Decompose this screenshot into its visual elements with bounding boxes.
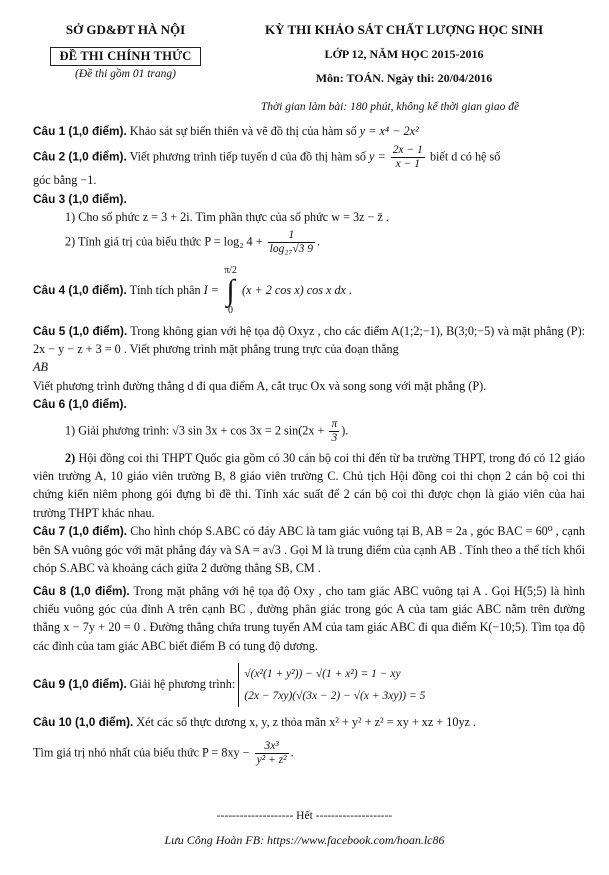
question-text-tail2: góc bằng −1. (33, 173, 97, 188)
fraction-denominator: x − 1 (395, 158, 421, 171)
equation-2: (2x − 7xy)(√(3x − 2) − √(x + 3xy)) = 5 (244, 690, 426, 703)
integral-icon: ∫ (226, 273, 235, 307)
integral-sign (224, 266, 237, 316)
question-5 (33, 322, 585, 396)
question-1 (33, 122, 585, 140)
question-3 (33, 190, 585, 208)
question-text: 2) Tính giá trị của biểu thức P = log₂ 4 + (65, 233, 263, 248)
question-label: Câu 10 (1,0 điểm). (33, 715, 134, 730)
punctuation: ). (341, 422, 349, 437)
page-count-note: (Đề thi gồm 01 trang) (75, 68, 176, 80)
question-text-line-3: AB (33, 360, 48, 375)
question-2 (33, 144, 585, 189)
fraction-denominator: 3 (331, 431, 338, 444)
question-text-line-4: Viết phương trình đường thẳng d đi qua điểm A, cắt trục Ox và song song với mặt phẳng (P). (33, 378, 487, 393)
end-marker: -------------------- Hết -------------------- (216, 810, 393, 822)
time-allowed: Thời gian làm bài: 180 phút, không kể thời gian giao đề (260, 101, 520, 113)
official-exam-box: ĐỀ THI CHÍNH THỨC (50, 47, 200, 66)
fraction-numerator: 1 (268, 229, 315, 243)
question-text: Viết phương trình tiếp tuyến d của đồ thị hàm số (129, 149, 366, 164)
fraction-numerator: π (331, 417, 338, 430)
question-4 (33, 266, 585, 316)
header-left (38, 22, 213, 80)
header-right (228, 22, 580, 86)
math-expression: I = (203, 282, 220, 297)
fraction (391, 144, 425, 171)
question-8 (33, 582, 585, 656)
equation-1: √(x²(1 + y²)) − √(1 + x²) = 1 − xy (244, 668, 401, 681)
question-label: Câu 5 (1,0 điểm). (33, 323, 128, 338)
question-text-line-1: Trong không gian với hệ tọa độ Oxyz , cho các điểm A(1;2;−1), B(3;0;−5) và (130, 323, 510, 338)
fraction (329, 418, 339, 445)
fraction (268, 229, 315, 256)
question-text: Giải hệ phương trình: (129, 676, 236, 691)
subject-date: Môn: TOÁN. Ngày thi: 20/04/2016 (315, 71, 493, 85)
question-text-tail: biết d có hệ số (429, 149, 501, 164)
question-label: Câu 2 (1,0 điểm). (33, 149, 127, 164)
question-3-part-1: 1) Cho số phức z = 3 + 2i. Tìm phần thực của số phức w = 3z − z̄ . (65, 210, 389, 225)
author-credit: Lưu Công Hoàn FB: https://www.facebook.com/hoan.lc86 (164, 833, 445, 847)
equation-system (238, 663, 425, 707)
question-text: 1) Giải phương trình: √3 sin 3x + cos 3x = 2 sin(2x + (65, 422, 325, 437)
question-text: Cho hình chóp S.ABC có đáy ABC là tam giác vuông tại B, AB = 2a , góc BAC = 60⁰ , cạnh bên SA vuông góc với mặt phẳng đáy và SA = a√3 . Gọi M là trung điểm của cạnh AB . Tính theo a thể tích khối chóp S.ABC và khoảng cách giữa 2 đường thẳng SB, CM . (33, 524, 586, 576)
fraction-numerator: 3x³ (255, 740, 289, 754)
math-expression: y = x⁴ − 2x² (359, 124, 419, 138)
question-7 (33, 522, 585, 577)
question-text: Tính tích phân (129, 282, 201, 297)
integrand: (x + 2 cos x) cos x dx . (241, 282, 353, 297)
question-10-line-2 (33, 740, 585, 767)
question-10 (33, 713, 585, 731)
fraction-denominator: y² + z² (256, 753, 287, 766)
fraction-numerator: 2x − 1 (392, 144, 423, 157)
question-3-part-2 (33, 229, 585, 256)
fraction (255, 740, 289, 767)
question-6-part-1 (33, 418, 585, 445)
question-6-part-2 (33, 449, 585, 523)
exam-title: KỲ THI KHẢO SÁT CHẤT LƯỢNG HỌC SINH (265, 22, 543, 37)
question-text-line-1: Xét các số thực dương x, y, z thỏa mãn x² + y² + z² = xy + xz + 10yz . (136, 715, 477, 730)
question-label: Câu 3 (1,0 điểm). (33, 191, 127, 206)
question-label: Câu 6 (1,0 điểm). (33, 397, 127, 412)
question-label: Câu 8 (1,0 điểm). (33, 583, 130, 598)
punctuation: . (317, 233, 321, 248)
department-name: SỞ GD&ĐT HÀ NỘI (65, 22, 186, 37)
question-9 (33, 663, 585, 707)
integral-lower-bound: 0 (228, 304, 233, 316)
math-expression: y = (369, 149, 386, 164)
question-text: Khảo sát sự biến thiên và vẽ đồ thị của hàm số (129, 124, 357, 138)
grade-year: LỚP 12, NĂM HỌC 2015-2016 (324, 47, 484, 61)
question-label: Câu 1 (1,0 điểm). (33, 124, 127, 138)
question-text: Hội đồng coi thi THPT Quốc gia gồm có 30 cán bộ coi thi đến từ ba trường THPT, trong đó có 12 giáo viên trường A, 10 giáo viên trường B, 8 giáo viên trường C. Chủ tịch Hội đồng coi thi chọn 2 cán bộ coi thi chứng kiến niêm phong gói đựng bì đề thi. Tính xác suất để 2 cán bộ coi thi được chọn là giáo viên của hai trường THPT khác nhau. (33, 450, 586, 520)
integral-upper-bound: π/2 (224, 264, 237, 276)
question-text: Trong mặt phẳng với hệ tọa độ Oxy , cho tam giác ABC vuông tại A . Gọi H(5;5) là hình chiếu vuông góc của đỉnh A trên cạnh BC , đường phân giác trong góc A của tam giác ABC nằm trên đường thẳng x − 7y + 20 = 0 . Đường thẳng chứa trung tuyến AM của tam giác ABC đi qua điểm K(−10;5). Tìm tọa độ các đỉnh của tam giác ABC biết điểm B có tung độ dương. (33, 583, 586, 653)
question-text: Tìm giá trị nhỏ nhất của biểu thức P = 8xy − (33, 744, 250, 759)
questions (33, 122, 585, 767)
question-text-line-2: mặt phẳng (P): 2x − y − z + 3 = 0 . Viết phương trình mặt phẳng trung trực của đoạn thẳng (33, 323, 586, 357)
punctuation: . (290, 744, 294, 759)
question-label: Câu 9 (1,0 điểm). (33, 676, 127, 691)
part-number: 2) (65, 450, 76, 465)
question-label: Câu 7 (1,0 điểm). (33, 524, 128, 539)
fraction-denominator: log₂₇√3 9 (269, 242, 314, 255)
question-label: Câu 4 (1,0 điểm). (33, 282, 127, 297)
question-6 (33, 395, 585, 413)
